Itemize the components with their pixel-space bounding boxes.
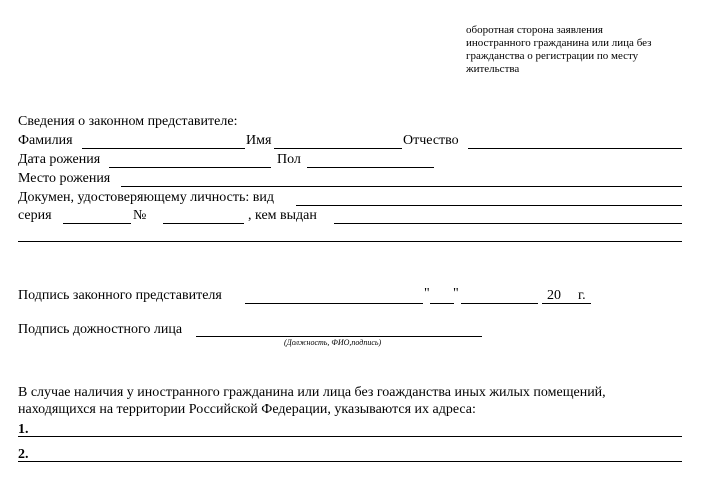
side-note-line: оборотная сторона заявления — [466, 24, 603, 36]
birth-date-label: Дата рожения — [18, 152, 101, 167]
section-title: Сведения о законном представителе: — [18, 114, 238, 129]
date-year-prefix: 20 — [547, 288, 561, 303]
issued-by-continuation-field[interactable] — [18, 241, 682, 242]
address-2-field[interactable] — [18, 461, 682, 462]
date-quote-close: " — [453, 286, 459, 301]
number-label: № — [133, 208, 147, 223]
birth-place-label: Место рожения — [18, 171, 111, 186]
series-field[interactable] — [63, 223, 131, 224]
side-note-line: иностранного гражданина или лица без — [466, 37, 652, 49]
issued-by-label: , кем выдан — [248, 208, 317, 223]
sex-field[interactable] — [307, 167, 434, 168]
addresses-intro-line2: находящихся на территории Российской Федерации, указываются их адреса: — [18, 402, 476, 417]
side-note-line: гражданства о регистрации по месту — [466, 50, 639, 62]
id-document-label: Докумен, удостоверяющему личность: вид — [18, 190, 274, 205]
patronymic-label: Отчество — [403, 133, 459, 148]
surname-field[interactable] — [82, 148, 245, 149]
series-label: серия — [18, 208, 52, 223]
representative-signature-label: Подпись законного представителя — [18, 288, 222, 303]
address-item-2-number: 2. — [18, 447, 29, 462]
birth-place-field[interactable] — [121, 186, 682, 187]
number-field[interactable] — [163, 223, 244, 224]
id-document-field[interactable] — [296, 205, 682, 206]
representative-signature-field[interactable] — [245, 303, 423, 304]
name-field[interactable] — [274, 148, 402, 149]
birth-date-field[interactable] — [109, 167, 271, 168]
date-quote-open: " — [424, 286, 430, 301]
patronymic-field[interactable] — [468, 148, 682, 149]
issued-by-field[interactable] — [334, 223, 682, 224]
sex-label: Пол — [277, 152, 301, 167]
date-year-suffix: г. — [578, 288, 586, 303]
addresses-intro-line1: В случае наличия у иностранного гражданина или лица без гоажданства иных жилых помещений, — [18, 385, 606, 400]
official-signature-label: Подпись дожностного лица — [18, 322, 183, 337]
name-label: Имя — [246, 133, 272, 148]
address-item-1-number: 1. — [18, 422, 29, 437]
official-signature-field[interactable] — [196, 336, 482, 337]
surname-label: Фамилия — [18, 133, 73, 148]
date-day-field[interactable] — [430, 303, 454, 304]
address-1-field[interactable] — [18, 436, 682, 437]
form-side-note — [466, 24, 696, 76]
official-signature-hint: (Должность, ФИО,подпись) — [284, 338, 382, 347]
date-month-field[interactable] — [461, 303, 538, 304]
side-note-line: жительства — [466, 63, 520, 75]
